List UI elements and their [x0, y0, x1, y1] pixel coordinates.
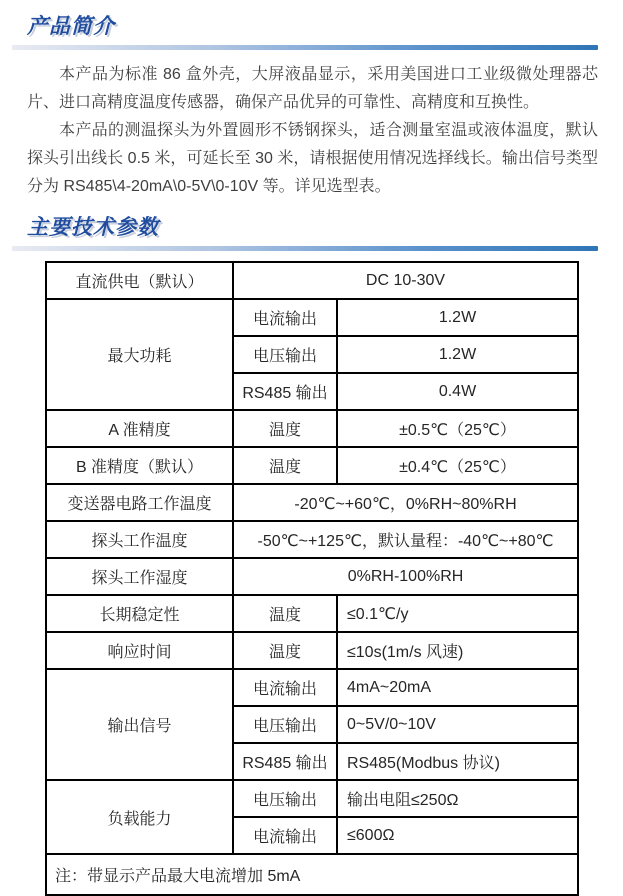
table-row: [46, 558, 578, 595]
spec-label-power-supply: 直流供电（默认）: [46, 262, 233, 299]
spec-label-response-time: 响应时间: [46, 632, 233, 669]
spec-sub-accuracy-a: 温度: [233, 410, 337, 447]
table-note: 注：带显示产品最大电流增加 5mA: [46, 854, 578, 895]
table-row: [46, 669, 578, 706]
table-row: [46, 854, 578, 895]
spec-value-accuracy-a: ±0.5℃（25℃）: [337, 410, 578, 447]
intro-text-block: [27, 61, 598, 201]
spec-label-load-capacity: 负载能力: [46, 780, 233, 854]
spec-value-power-supply: DC 10-30V: [233, 262, 578, 299]
table-row: [46, 262, 578, 299]
section-title-specs: 主要技术参数: [27, 216, 159, 239]
spec-value-accuracy-b: ±0.4℃（25℃）: [337, 447, 578, 484]
table-row: [46, 595, 578, 632]
spec-value-max-power-current: 1.2W: [337, 299, 578, 336]
spec-value-response-time: ≤10s(1m/s 风速): [337, 632, 578, 669]
spec-sub-stability: 温度: [233, 595, 337, 632]
section-rule-intro: [12, 45, 598, 50]
section-title-intro: 产品简介: [27, 15, 115, 38]
spec-sub-load-current: 电流输出: [233, 817, 337, 854]
spec-sub-output-current: 电流输出: [233, 669, 337, 706]
table-row: [46, 299, 578, 336]
table-row: [46, 484, 578, 521]
spec-sub-output-voltage: 电压输出: [233, 706, 337, 743]
spec-label-probe-temp: 探头工作温度: [46, 521, 233, 558]
table-row: [46, 410, 578, 447]
spec-sub-response-time: 温度: [233, 632, 337, 669]
spec-value-probe-temp: -50℃~+125℃，默认量程：-40℃~+80℃: [233, 521, 578, 558]
spec-sub-accuracy-b: 温度: [233, 447, 337, 484]
spec-value-output-rs485: RS485(Modbus 协议): [337, 743, 578, 780]
intro-paragraph-1: 本产品为标准 86 盒外壳，大屏液晶显示，采用美国进口工业级微处理器芯片、进口高精度温度传感器，确保产品优异的可靠性、高精度和互换性。: [27, 66, 598, 111]
spec-value-output-current: 4mA~20mA: [337, 669, 578, 706]
table-row: [46, 447, 578, 484]
table-row: [46, 780, 578, 817]
spec-value-max-power-rs485: 0.4W: [337, 373, 578, 410]
spec-label-probe-humidity: 探头工作湿度: [46, 558, 233, 595]
spec-value-circuit-temp: -20℃~+60℃，0%RH~80%RH: [233, 484, 578, 521]
spec-sub-load-voltage: 电压输出: [233, 780, 337, 817]
specs-table: [45, 261, 579, 896]
spec-value-stability: ≤0.1℃/y: [337, 595, 578, 632]
intro-paragraph-2: 本产品的测温探头为外置圆形不锈钢探头，适合测量室温或液体温度，默认探头引出线长 0.5 米，可延长至 30 米，请根据使用情况选择线长。输出信号类型分为 RS485\4-20mA\0-5V\0-10V 等。详见选型表。: [27, 122, 598, 195]
spec-label-max-power: 最大功耗: [46, 299, 233, 410]
spec-sub-max-power-voltage: 电压输出: [233, 336, 337, 373]
spec-value-output-voltage: 0~5V/0~10V: [337, 706, 578, 743]
spec-label-stability: 长期稳定性: [46, 595, 233, 632]
spec-value-load-current: ≤600Ω: [337, 817, 578, 854]
spec-label-circuit-temp: 变送器电路工作温度: [46, 484, 233, 521]
section-rule-specs: [12, 246, 598, 251]
table-row: [46, 632, 578, 669]
spec-label-output-signal: 输出信号: [46, 669, 233, 780]
spec-value-probe-humidity: 0%RH-100%RH: [233, 558, 578, 595]
table-row: [46, 521, 578, 558]
spec-label-accuracy-a: A 准精度: [46, 410, 233, 447]
spec-value-load-voltage: 输出电阻≤250Ω: [337, 780, 578, 817]
spec-label-accuracy-b: B 准精度（默认）: [46, 447, 233, 484]
spec-sub-max-power-rs485: RS485 输出: [233, 373, 337, 410]
spec-sub-max-power-current: 电流输出: [233, 299, 337, 336]
spec-value-max-power-voltage: 1.2W: [337, 336, 578, 373]
spec-sub-output-rs485: RS485 输出: [233, 743, 337, 780]
